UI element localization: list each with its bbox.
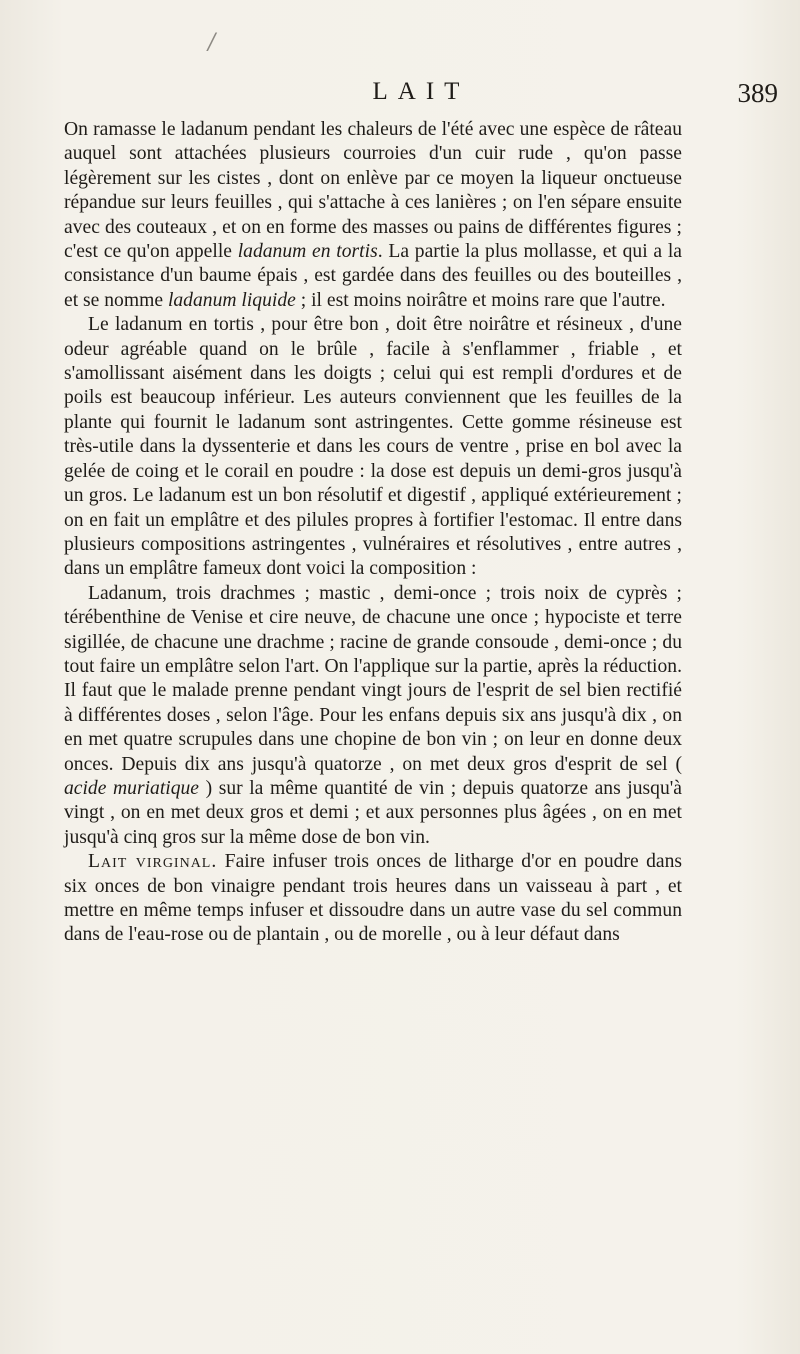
- paragraph-lait-virginal: Lait virginal. Faire infuser trois onces de litharge d'or en poudre dans six onces de bon vinaigre pendant trois heures dans un vaisseau à part , et mettre en même temps infuser et dissoudre dans un autre vase du sel commun dans de l'eau-rose ou de plantain , ou de morelle , ou à leur défaut dans: [64, 851, 682, 946]
- entry-heading: Lait virginal.: [88, 851, 218, 873]
- body-text: [64, 118, 682, 948]
- italic-term: acide muriatique: [64, 777, 200, 799]
- running-head: LAIT: [372, 78, 470, 105]
- italic-term: ladanum en tortis: [237, 241, 378, 263]
- paragraph-emplatre-recipe: Ladanum, trois drachmes ; mastic , demi-once ; trois noix de cyprès ; térébenthine de Venise et cire neuve, de chacune une once ; hypociste et terre sigillée, de chacune une drachme ; racine de grande consoude , demi-once ; du tout faire un emplâtre selon l'art. On l'applique sur la partie, après la réduction. Il faut que le malade prenne pendant vingt jours de l'esprit de sel bien rectifié à différentes doses , selon l'âge. Pour les enfans depuis six ans jusqu'à dix , on en met quatre scrupules dans une chopine de bon vin ; on leur en donne deux onces. Depuis dix ans jusqu'à quatorze , on met deux gros d'esprit de sel ( acide muriatique ) sur la même quantité de vin ; depuis quatorze ans jusqu'à vingt , on en met deux gros et demi ; et aux personnes plus âgées , on en met jusqu'à cinq gros sur la même dose de bon vin.: [64, 582, 682, 848]
- page-number: 389: [737, 78, 778, 108]
- italic-term: ladanum liquide: [167, 289, 296, 311]
- paragraph-ladanum-quality: Le ladanum en tortis , pour être bon , doit être noirâtre et résineux , d'une odeur agréable quand on le brûle , facile à s'enflammer , friable , et s'amollissant aisément dans les doigts ; celui qui est rempli d'ordures et de poils est beaucoup inférieur. Les auteurs conviennent que les feuilles de la plante qui fournit le ladanum sont astringentes. Cette gomme résineuse est très-utile dans la dyssenterie et dans les cours de ventre , prise en bol avec la gelée de coing et le corail en poudre : la dose est depuis un demi-gros jusqu'à un gros. Le ladanum est un bon résolutif et digestif , appliqué extérieurement ; on en fait un emplâtre et des pilules propres à fortifier l'estomac. Il entre dans plusieurs compositions astringentes , vulnéraires et résolutives , entre autres , dans un emplâtre fameux dont voici la composition :: [64, 314, 682, 580]
- stray-ink-mark: /: [208, 30, 216, 55]
- paragraph-ladanum-harvest: On ramasse le ladanum pendant les chaleurs de l'été avec une espèce de râteau auquel sont attachées plusieurs courroies d'un cuir rude , qu'on passe légèrement sur les cistes , dont on enlève par ce moyen la liqueur onctueuse répandue sur leurs feuilles , qui s'attache à ces lanières ; on l'en sépare ensuite avec des couteaux , et on en forme des masses ou pains de différentes figures ; c'est ce qu'on appelle ladanum en tortis. La partie la plus mollasse, et qui a la consistance d'un baume épais , est gardée dans des feuilles ou des bouteilles , et se nomme ladanum liquide ; il est moins noirâtre et moins rare que l'autre.: [64, 119, 682, 311]
- page-header: [60, 78, 782, 116]
